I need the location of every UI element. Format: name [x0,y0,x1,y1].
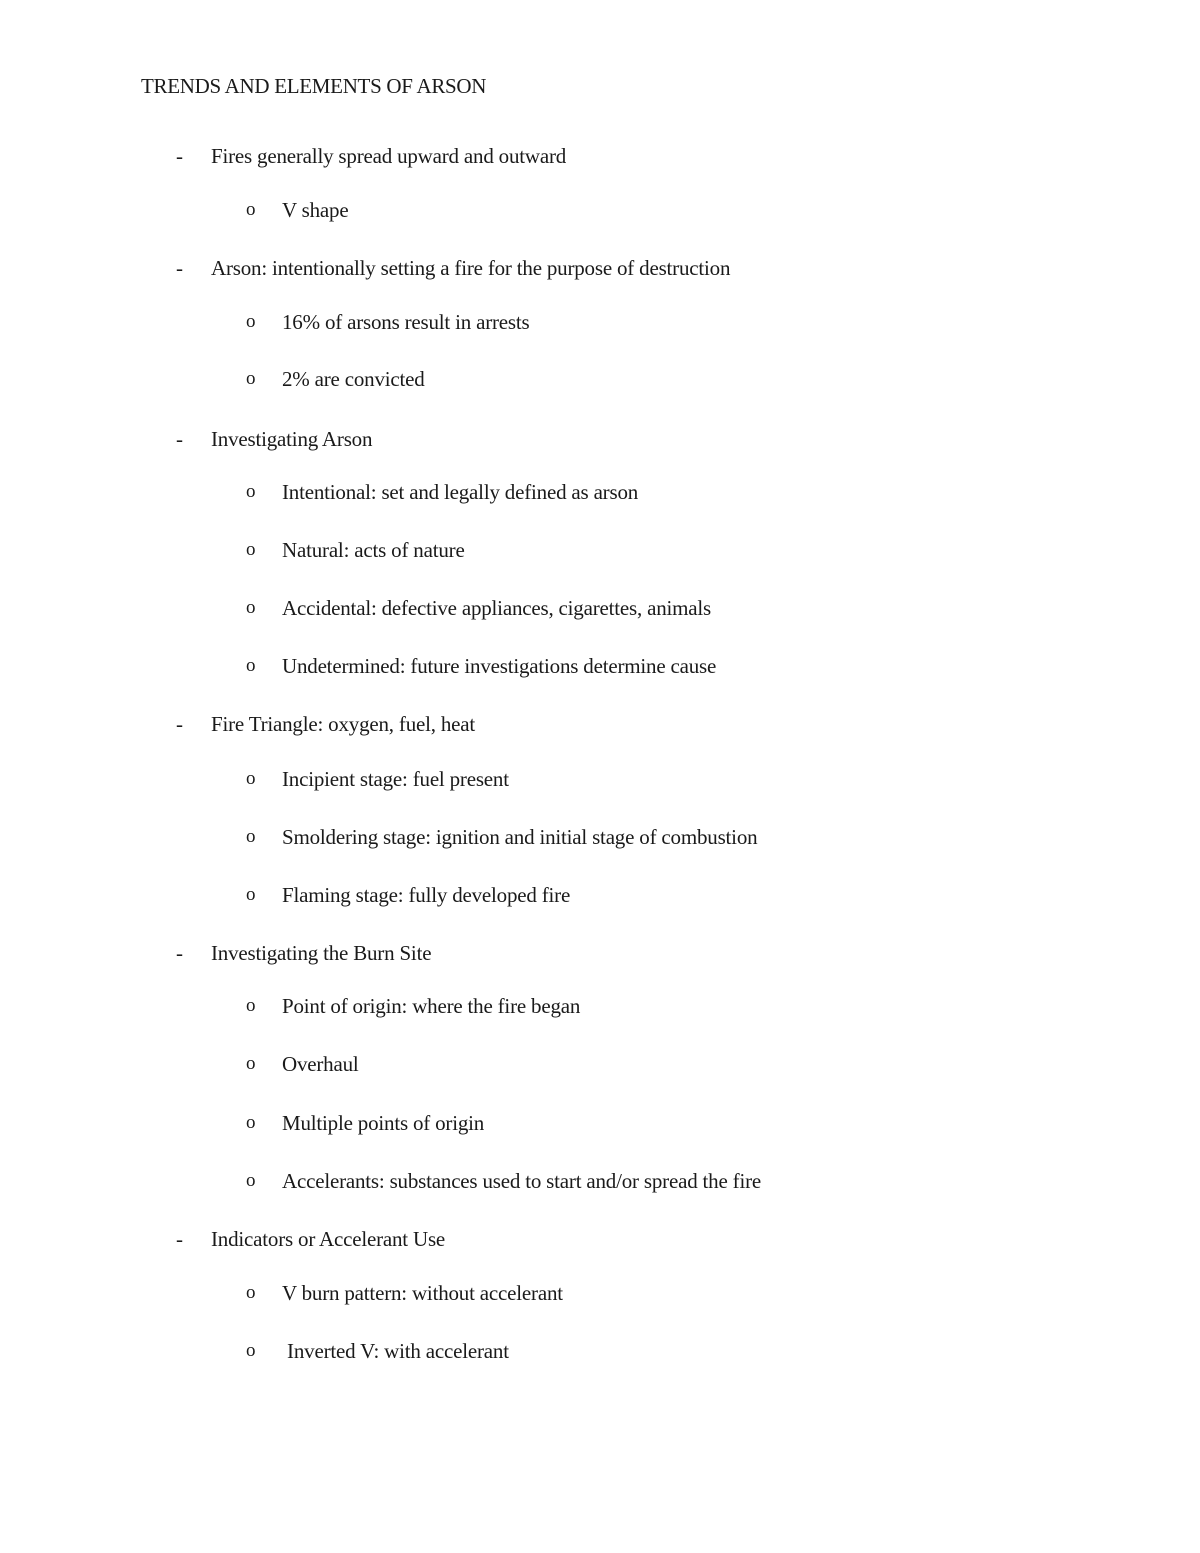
list-item-text: Fires generally spread upward and outward [211,144,567,168]
circle-bullet: o [246,539,256,560]
sub-list-item-text: Overhaul [282,1052,359,1076]
circle-bullet: o [246,655,256,676]
sub-list-item-text: Incipient stage: fuel present [282,767,509,791]
circle-bullet: o [246,368,256,389]
circle-bullet: o [246,481,256,502]
sub-list-item-text: V burn pattern: without accelerant [282,1281,563,1305]
sub-list-item-text: Undetermined: future investigations determine cause [282,654,717,678]
circle-bullet: o [246,1282,256,1303]
sub-list-item-text: Smoldering stage: ignition and initial stage of combustion [282,825,758,849]
sub-list-item-text: Multiple points of origin [282,1111,485,1135]
circle-bullet: o [246,768,256,789]
sub-list-item-text: Accidental: defective appliances, cigarettes, animals [282,596,712,620]
list-item-text: Fire Triangle: oxygen, fuel, heat [211,712,476,736]
sub-list-item-text: Inverted V: with accelerant [282,1339,509,1363]
dash-bullet: - [176,427,183,451]
dash-bullet: - [176,144,183,168]
circle-bullet: o [246,311,256,332]
sub-list-item-text: Flaming stage: fully developed fire [282,883,571,907]
document-title: TRENDS AND ELEMENTS OF ARSON [141,74,487,98]
sub-list-item-text: 2% are convicted [282,367,425,391]
circle-bullet: o [246,597,256,618]
dash-bullet: - [176,1227,183,1251]
dash-bullet: - [176,941,183,965]
dash-bullet: - [176,256,183,280]
circle-bullet: o [246,199,256,220]
list-item-text: Investigating Arson [211,427,373,451]
sub-list-item-text: V shape [282,198,349,222]
circle-bullet: o [246,1053,256,1074]
circle-bullet: o [246,1340,256,1361]
sub-list-item-text: Point of origin: where the fire began [282,994,581,1018]
list-item-text: Investigating the Burn Site [211,941,432,965]
circle-bullet: o [246,884,256,905]
circle-bullet: o [246,1112,256,1133]
circle-bullet: o [246,995,256,1016]
list-item-text: Arson: intentionally setting a fire for the purpose of destruction [211,256,731,280]
sub-list-item-text: Intentional: set and legally defined as arson [282,480,639,504]
sub-list-item-text: Accelerants: substances used to start and/or spread the fire [282,1169,761,1193]
circle-bullet: o [246,826,256,847]
sub-list-item-text: Natural: acts of nature [282,538,465,562]
circle-bullet: o [246,1170,256,1191]
dash-bullet: - [176,712,183,736]
sub-list-item-text: 16% of arsons result in arrests [282,310,530,334]
list-item-text: Indicators or Accelerant Use [211,1227,446,1251]
